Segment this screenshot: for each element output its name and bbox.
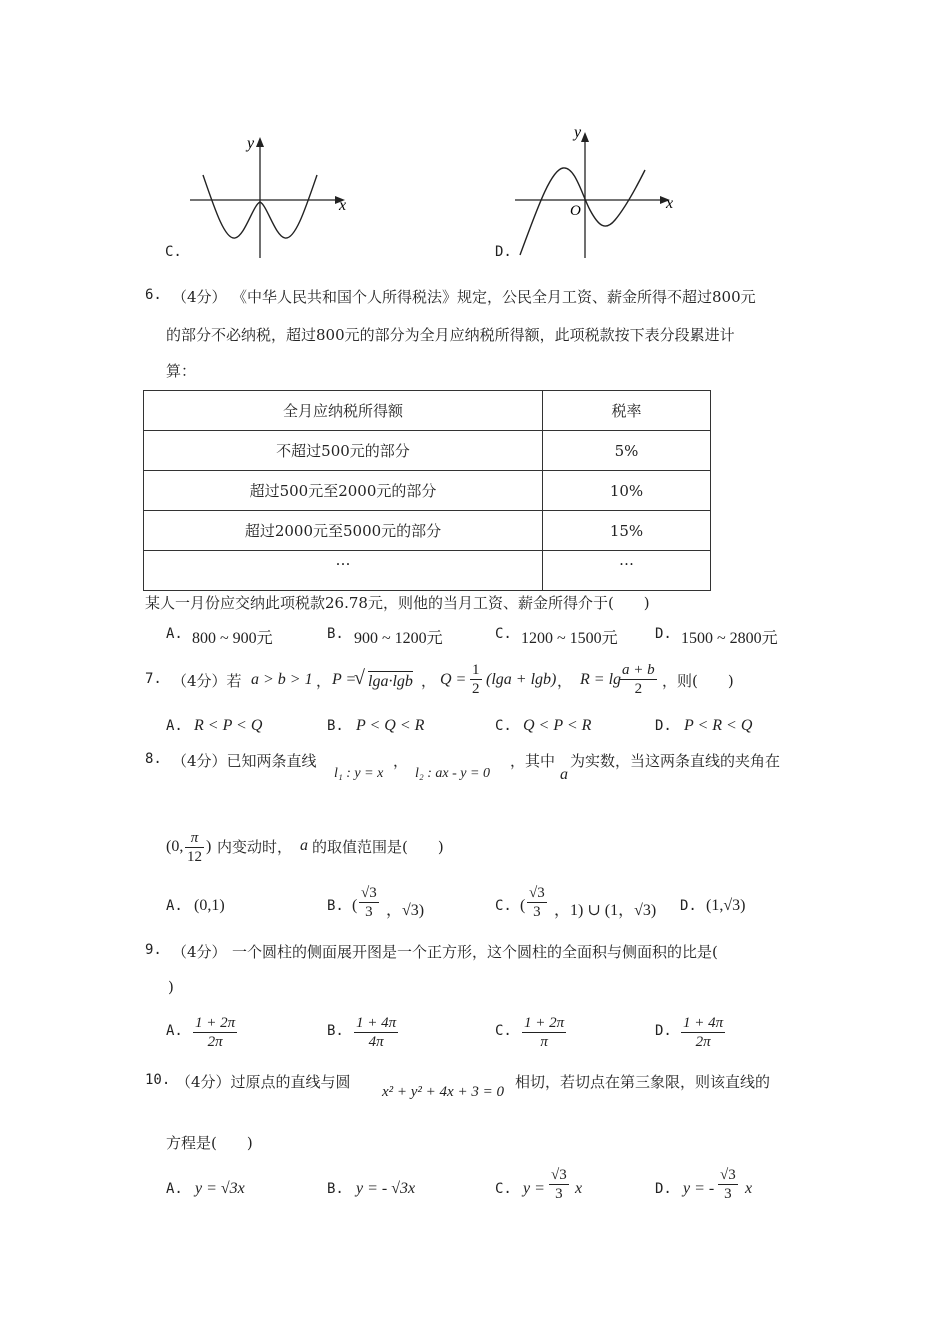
fraction-denominator: 12 [187,849,202,865]
q6-option-c: 1200 ~ 1500元 [521,630,618,647]
q9-option-c [522,1014,566,1051]
comma: ， [393,752,409,770]
fraction-denominator: 2 [634,681,643,697]
q6-line3: 算： [166,362,197,380]
tax-table [143,390,711,591]
q9-score: （4分） [172,943,227,961]
q8-option-c-tail: ，1) ∪ (1，√3) [554,902,657,919]
q8-option-c-label: C. [495,898,512,914]
comma: ， [557,672,573,690]
q9-option-b [354,1014,398,1051]
q8-range-open: (0, [166,838,184,855]
y-label: y [247,135,255,152]
q7-option-c: Q < P < R [523,717,592,734]
q7-r-lhs: R = lg [580,671,622,688]
q7-q-fraction [470,661,482,698]
fraction-denominator: 2π [695,1034,711,1050]
q8-score: （4分）已知两条直线 [172,752,317,770]
q8-option-a: (0,1) [194,897,225,914]
q8-line2-a: a [300,837,308,854]
fraction-denominator: 3 [724,1186,732,1202]
q10-option-d-pre: y = - [683,1180,715,1197]
q8-line2: 内变动时， [217,838,293,856]
fraction-numerator: 1 + 2π [195,1015,236,1031]
q7-option-a: R < P < Q [194,717,263,734]
fraction-numerator: √3 [720,1167,736,1183]
q10-option-b: y = - √3x [356,1180,416,1197]
q10-number: 10. [145,1072,171,1088]
fraction-numerator: a + b [622,662,655,678]
q6-option-a-label: A. [166,626,183,642]
fraction-numerator: √3 [529,885,545,901]
fraction-numerator: √3 [551,1167,567,1183]
q6-option-a: 800 ~ 900元 [192,630,273,647]
paren-open: ( [520,897,526,914]
table-cell: 超过2000元至5000元的部分 [144,511,543,551]
q7-p-lhs: P = [332,671,357,688]
q8-number: 8. [145,751,162,767]
q8-range-close: ) [206,838,212,855]
q9-option-b-label: B. [327,1023,344,1039]
graph-d-label: D. [495,244,512,260]
q7-option-c-label: C. [495,718,512,734]
q7-number: 7. [145,671,162,687]
q7-q-lhs: Q = [440,671,467,688]
table-cell: 15% [543,511,711,551]
q9-text: 一个圆柱的侧面展开图是一个正方形，这个圆柱的全面积与侧面积的比是( [232,943,718,961]
y-arrow [581,132,589,142]
x-label: x [666,195,674,212]
fraction-numerator: 1 [472,662,480,678]
q9-option-c-label: C. [495,1023,512,1039]
table-header: 税率 [543,391,711,431]
y-label: y [574,124,582,141]
q10-option-c-label: C. [495,1181,512,1197]
table-cell: 不超过500元的部分 [144,431,543,471]
fraction-denominator: 3 [555,1186,563,1202]
table-row [144,431,711,471]
q9-number: 9. [145,942,162,958]
q8-option-b-tail: ，√3) [386,902,425,919]
q7-r-fraction [620,661,657,698]
q6-stem: 某人一月份应交纳此项税款26.78元，则他的当月工资、薪金所得介于( ) [145,594,650,612]
q7-condition: a > b > 1 [251,671,313,688]
q7-option-d-label: D. [655,718,672,734]
fraction-numerator: 1 + 4π [356,1015,397,1031]
y-arrow [256,137,264,147]
q6-line2: 的部分不必纳税，超过800元的部分为全月应纳税所得额，此项税款按下表分段累进计 [166,326,735,344]
q8-l1: l₁ : y = x [334,766,384,781]
table-row [144,551,711,591]
fraction-denominator: 2π [207,1034,223,1050]
curve [520,168,645,255]
q8-a: a [560,766,568,783]
q8-line2-tail: 的取值范围是( ) [312,838,444,856]
q6-option-c-label: C. [495,626,512,642]
q6-line1: 《中华人民共和国个人所得税法》规定，公民全月工资、薪金所得不超过800元 [232,288,756,306]
q6-option-d-label: D. [655,626,672,642]
comma: ， [421,672,437,690]
table-header: 全月应纳税所得额 [144,391,543,431]
fraction-denominator: 3 [365,904,373,920]
paren-open: ( [352,897,358,914]
q6-number: 6. [145,287,162,303]
q8-range-fraction [185,829,204,866]
q10-option-b-label: B. [327,1181,344,1197]
fraction-numerator: √3 [361,885,377,901]
q10-score: （4分）过原点的直线与圆 [176,1073,351,1091]
sqrt-sign: √ [354,667,365,689]
q9-option-d [681,1014,725,1051]
table-row [144,511,711,551]
q10-line2: 方程是( ) [166,1134,253,1152]
q10-option-c-pre: y = [523,1180,545,1197]
q6-option-d: 1500 ~ 2800元 [681,630,778,647]
q10-option-d-fraction [718,1166,738,1203]
q10-tail: 相切，若切点在第三象限，则该直线的 [515,1073,771,1091]
graph-c-label: C. [165,244,182,260]
q10-option-a: y = √3x [195,1180,245,1197]
q9-option-a [193,1014,237,1051]
table-row [144,471,711,511]
q8-option-b-fraction [359,884,379,921]
table-cell: … [144,551,543,591]
x-label: x [339,197,347,214]
table-header-row [144,391,711,431]
graph-c-plot [185,130,365,265]
table-cell: … [543,551,711,591]
q7-p-radicand: lga·lgb [368,673,413,690]
fraction-denominator: π [540,1034,548,1050]
comma: ， [316,672,332,690]
table-cell: 5% [543,431,711,471]
q10-equation: x² + y² + 4x + 3 = 0 [382,1084,504,1100]
fraction-numerator: π [185,829,204,848]
q8-option-d: (1,√3) [706,897,746,914]
q7-option-a-label: A. [166,718,183,734]
graph-d-plot [510,120,690,265]
q7-q-rest: (lga + lgb) [486,671,557,688]
fraction-denominator: 2 [472,681,480,697]
fraction-numerator: 1 + 4π [683,1015,724,1031]
q9-option-a-label: A. [166,1023,183,1039]
table-cell: 超过500元至2000元的部分 [144,471,543,511]
q8-option-a-label: A. [166,898,183,914]
q10-option-d-post: x [745,1180,753,1197]
q7-option-d: P < R < Q [684,717,753,734]
q9-option-d-label: D. [655,1023,672,1039]
table-cell: 10% [543,471,711,511]
q7-option-b-label: B. [327,718,344,734]
origin-label: O [570,203,581,219]
q7-tail: ，则( ) [662,672,734,690]
q10-option-c-post: x [575,1180,583,1197]
fraction-denominator: 4π [368,1034,384,1050]
q6-option-b: 900 ~ 1200元 [354,630,443,647]
q6-score: （4分） [172,288,227,306]
q8-option-b-label: B. [327,898,344,914]
q10-option-c-fraction [549,1166,569,1203]
fraction-denominator: 3 [533,904,541,920]
q7-option-b: P < Q < R [356,717,425,734]
fraction-numerator: 1 + 2π [524,1015,565,1031]
q10-option-a-label: A. [166,1181,183,1197]
q8-l2: l₂ : ax - y = 0 [415,766,490,781]
q7-score: （4分）若 [172,672,242,690]
q10-option-d-label: D. [655,1181,672,1197]
q8-mid2: 为实数，当这两条直线的夹角在 [570,752,781,770]
q8-option-d-label: D. [680,898,697,914]
q8-option-c-fraction [527,884,547,921]
q9-close: ) [168,978,174,996]
q6-option-b-label: B. [327,626,344,642]
q8-mid: ，其中 [510,752,556,770]
